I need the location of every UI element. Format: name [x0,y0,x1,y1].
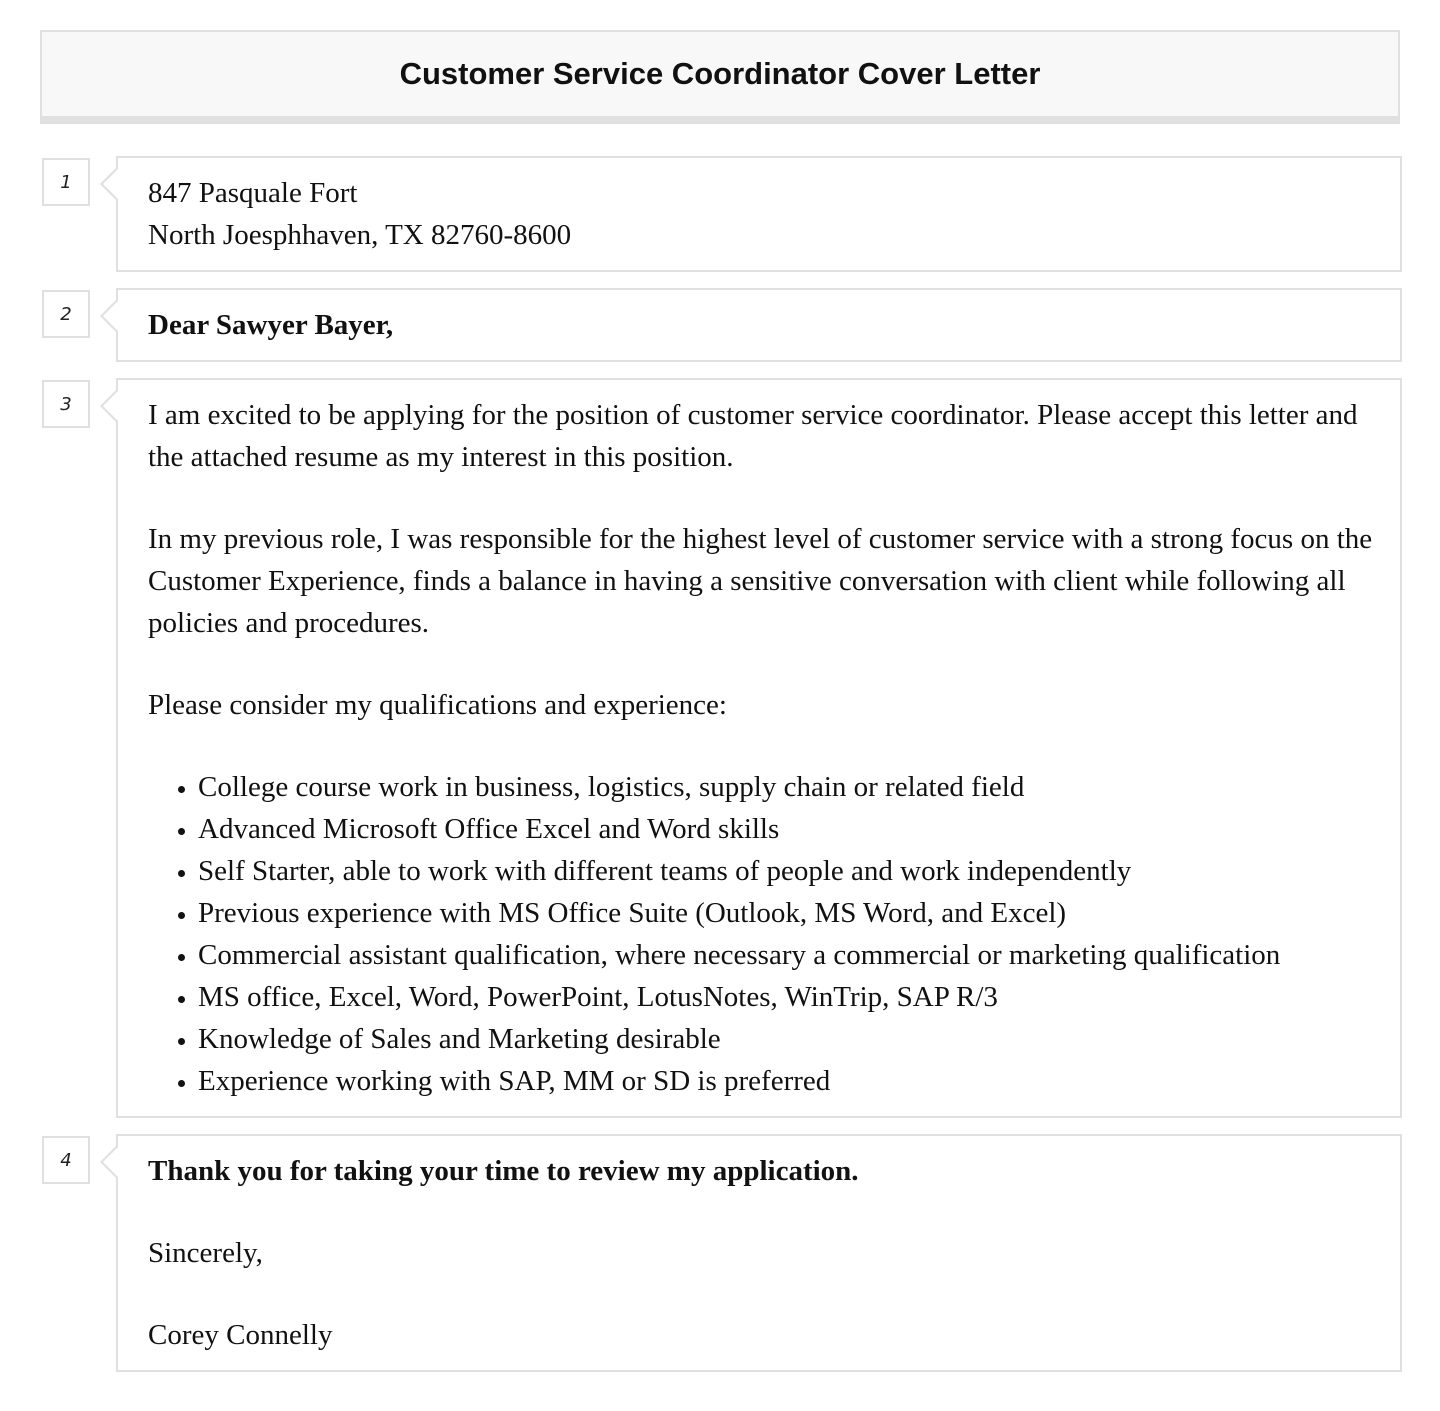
section-number: 1 [42,158,90,206]
document-title: Customer Service Coordinator Cover Letter [399,56,1041,91]
salutation: Dear Sawyer Bayer, [148,309,394,341]
signoff: Sincerely, [148,1237,263,1269]
address-line-2: North Joesphhaven, TX 82760-8600 [148,219,572,251]
list-item: • Knowledge of Sales and Marketing desirable [198,1018,1400,1060]
closing-statement: Thank you for taking your time to review my application. [148,1155,859,1187]
section-number: 2 [42,290,90,338]
address-card [116,156,1402,272]
body-paragraph: Please consider my qualifications and experience: [148,689,727,721]
list-item: • MS office, Excel, Word, PowerPoint, LotusNotes, WinTrip, SAP R/3 [198,976,1400,1018]
document-header [40,30,1400,124]
body-paragraph: In my previous role, I was responsible for the highest level of customer service with a strong focus on the Customer Experience, finds a balance in having a sensitive conversation with client while following all policies and procedures. [148,523,1373,639]
body-paragraph: I am excited to be applying for the position of customer service coordinator. Please accept this letter and the attached resume as my interest in this position. [148,399,1358,473]
list-item: • Experience working with SAP, MM or SD is preferred [198,1060,1400,1102]
list-item: • Advanced Microsoft Office Excel and Word skills [198,808,1400,850]
qualifications-list [148,766,1400,1102]
list-item: • Previous experience with MS Office Suite (Outlook, MS Word, and Excel) [198,892,1400,934]
signature: Corey Connelly [148,1319,333,1351]
address-line-1: 847 Pasquale Fort [148,177,358,209]
list-item: • College course work in business, logistics, supply chain or related field [198,766,1400,808]
section-number: 3 [42,380,90,428]
closing-card [116,1134,1402,1372]
section-number: 4 [42,1136,90,1184]
list-item: • Commercial assistant qualification, where necessary a commercial or marketing qualification [198,934,1400,976]
body-card [116,378,1402,1118]
salutation-card [116,288,1402,362]
list-item: • Self Starter, able to work with different teams of people and work independently [198,850,1400,892]
